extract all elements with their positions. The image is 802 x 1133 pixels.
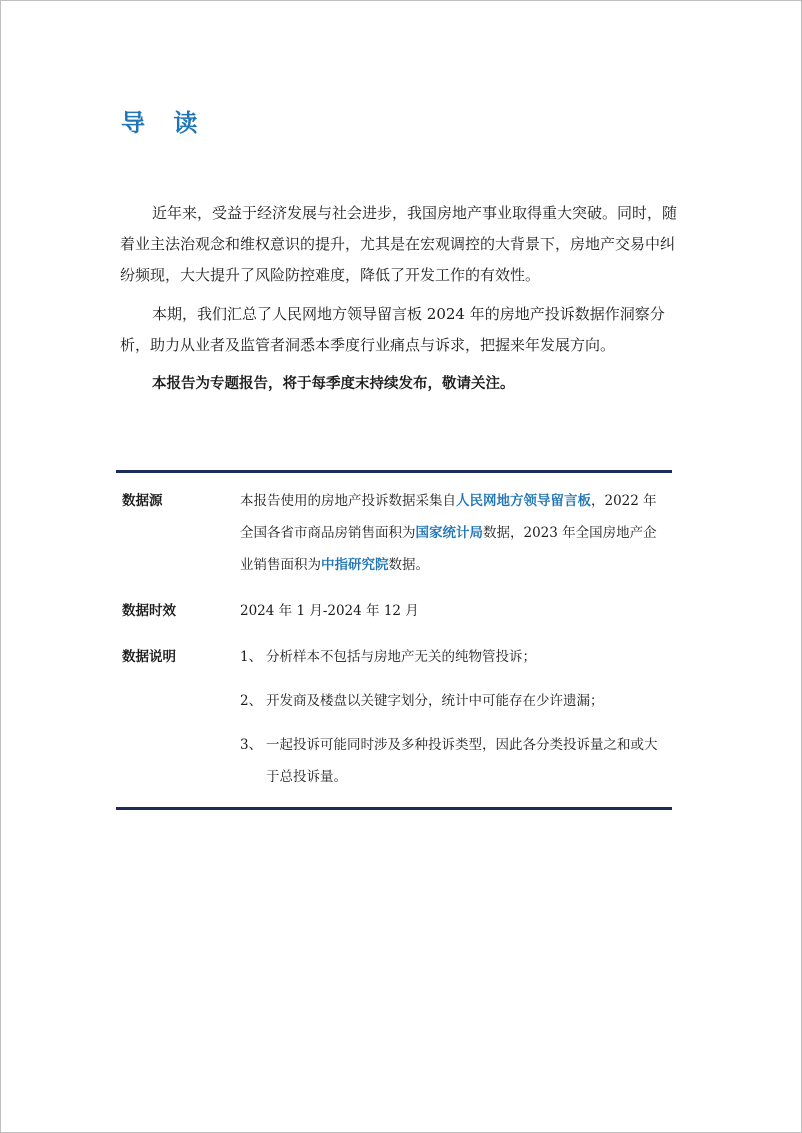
source-link-stats-bureau[interactable]: 国家统计局	[415, 525, 483, 541]
intro-paragraph-1: 近年来，受益于经济发展与社会进步，我国房地产事业取得重大突破。同时，随着业主法治观念和维权意识的提升，尤其是在宏观调控的大背景下，房地产交易中纠纷频现，大大提升了风险防控难度，降低了开发工作的有效性。	[120, 204, 678, 284]
row-data-period	[116, 595, 672, 627]
data-info-table	[116, 470, 672, 810]
row-data-source	[116, 485, 672, 581]
label-data-source: 数据源	[122, 493, 163, 509]
note-number: 2、	[240, 693, 263, 709]
source-text-2: ，2022 年全国各省市商品房销售面积为	[240, 493, 657, 541]
label-data-notes: 数据说明	[122, 649, 176, 665]
note-number: 3、	[240, 737, 263, 753]
label-data-period: 数据时效	[122, 603, 176, 619]
row-data-notes	[116, 641, 672, 793]
source-text-1: 本报告使用的房地产投诉数据采集自	[240, 493, 456, 509]
note-item	[240, 729, 668, 793]
intro-section	[120, 198, 680, 408]
intro-notice: 本报告为专题报告，将于每季度末持续发布，敬请关注。	[152, 376, 515, 392]
note-item	[240, 685, 668, 717]
note-text: 分析样本不包括与房地产无关的纯物管投诉；	[266, 649, 536, 665]
note-number: 1、	[240, 649, 263, 665]
note-text: 一起投诉可能同时涉及多种投诉类型，因此各分类投诉量之和或大于总投诉量。	[266, 737, 658, 785]
note-text: 开发商及楼盘以关键字划分，统计中可能存在少许遗漏；	[266, 693, 604, 709]
value-data-period: 2024 年 1 月-2024 年 12 月	[240, 603, 419, 619]
value-data-notes	[240, 641, 672, 793]
source-text-3: 数据，2023 年全国房地产企业销售面积为	[240, 525, 657, 573]
note-item	[240, 641, 668, 673]
page-title: 导 读	[121, 109, 208, 137]
source-link-cih[interactable]: 中指研究院	[321, 557, 389, 573]
value-data-source	[240, 485, 672, 581]
intro-paragraph-2: 本期，我们汇总了人民网地方领导留言板 2024 年的房地产投诉数据作洞察分析，助力从业者及监管者洞悉本季度行业痛点与诉求，把握来年发展方向。	[120, 305, 665, 354]
source-link-renmin[interactable]: 人民网地方领导留言板	[456, 493, 591, 509]
source-text-4: 数据。	[388, 557, 429, 573]
